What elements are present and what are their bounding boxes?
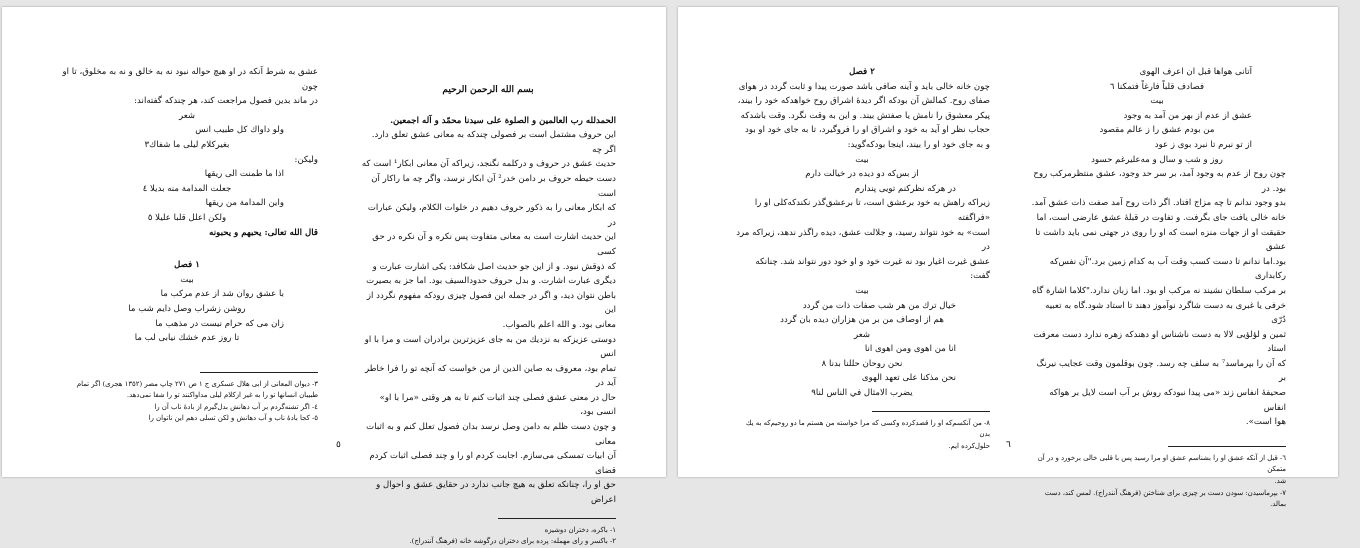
verse-block xyxy=(1028,65,1286,167)
footnote: ١- باکره، دختران دوشیزه xyxy=(544,525,616,534)
text-line: بر مرکب سلطان نشیند نه مرکب او بود. اما زبان ندارد."کلاما اشارة‌ گاه xyxy=(1032,285,1286,296)
text-line: عشق به شرط آنکه در او هیچ حواله نبود نه به خالق و نه به مخلوق، تا او چون xyxy=(62,67,318,92)
footnote: شد. xyxy=(1274,477,1286,486)
chapter-heading: ٢ فصل xyxy=(849,67,875,77)
chapter-heading: ١ فصل xyxy=(174,260,200,271)
footnote: ٥- کجا بادۀ ناب و آب دهانش و لکن تسلی دهم این ناتوان را xyxy=(148,414,318,423)
text-line: دیگری عبارت اشارت. و بدل حروف حدودالسیف بود. اما جز به بصیرت xyxy=(366,276,616,287)
footnote: حلول‌کرده ایم. xyxy=(948,441,990,450)
text-line: و چون دست ظلم به دامن وصل نرسد بدان فصول تعلل کنم و به اثبات معانی xyxy=(366,422,616,447)
footnote: ٧- بپرماسیدن: سودن دست بر چیزی برای شناختن (فرهنگ آنندراج). لمس کند، دست بمالد. xyxy=(1044,488,1286,509)
right-page-right-column xyxy=(1028,65,1286,511)
page-number: ٦ xyxy=(1006,440,1011,450)
text-line: حدیث عشق در حروف و درکلمه نگنجد، زیراکه آن معانی ابکار¹ است که xyxy=(361,159,616,170)
text-line: است» به خود نتواند رسید، و جلالت عشق، دیده راگذر ندهد، زیراکه مرد در xyxy=(736,227,990,253)
verse-line: يضرب الامثال في الناس لنا٩ xyxy=(811,388,913,399)
footnote: ٦- قبل از آنکه عشق او را بشناسم عشق او مرا رسید پس با قلبی خالی برخورد و در آن متمکن xyxy=(1037,453,1286,474)
text-line: بدو وجود ندانم تا چه مزاج افتاد. اگر ذات روح آمد صفت ذات عشق آمد. xyxy=(1031,198,1286,209)
verse-line: از تو نبرم تا نبرد بوی ز عود xyxy=(1154,139,1252,150)
footnote-rule xyxy=(872,411,990,412)
text-line: آن ابیات تمسکی می‌سازم. اجابت کردم او را و چند فصلی اثبات کردم قضای xyxy=(369,451,616,476)
footnote: ٣- دیوان المعانی از ابی هلال عسکری ج ١ ص ٢٧١ چاپ مصر (١٣٥٢ هجری) اگر تمام xyxy=(76,379,318,388)
text-line: صحیفۀ انفاس زند «می پیدا نبودکه روش بر آب است لایل بر هواکه انفاس xyxy=(1049,388,1286,413)
verse-line: روشن زشراب وصل دایم شب ما xyxy=(128,303,246,314)
verse-line: خیال ترك من هر شب صفات ذات من گردد xyxy=(802,300,956,311)
verse-line: آتانی هواها قبل ان اعرف الهوی xyxy=(1139,67,1252,77)
scrollbar-track[interactable] xyxy=(1340,0,1360,477)
verse-block xyxy=(734,153,990,197)
left-page-right-column xyxy=(360,65,616,548)
verse-line: از بس‌که دو دیده در خیالت دارم xyxy=(805,169,919,180)
verse-line: با عشق روان شد از عدم مرکب ما xyxy=(160,289,284,300)
page-6 xyxy=(678,7,1338,509)
text-line: واين المدامة من ريقها xyxy=(205,198,284,209)
text-line: حقیقت او از جهات منزه است که او را روی در جهتی نمی باید داشت تا عشق xyxy=(1035,227,1286,253)
footnote-rule xyxy=(1168,446,1286,447)
verse-line: روز و شب و سال و مه‌علیرغم حسود xyxy=(1091,154,1223,165)
verse-line: نحن روحان حللنا بدنا ٨ xyxy=(821,358,903,369)
text-line: حق او را، چنانکه تعلق به هیچ جانب ندارد در حقایق عشق و احوال و اعراض xyxy=(376,480,616,506)
text-line: پیکر معشوق را نامش یا صفتش بیند. و این به وقت نگرد. وقت باشدکه xyxy=(740,110,990,121)
verse-line: شعر xyxy=(853,329,871,340)
text-line: جعلت المدامة منه بديلا ٤ xyxy=(142,183,232,194)
verse-line: بيت xyxy=(855,285,869,296)
text-line: بود.اما ندانم تا دست کسب وقت آب به کدام زمین برد."آن نفس‌که رکابداری xyxy=(1049,256,1286,282)
text-line: خانه خالی یافت جای بگرفت. و تفاوت در قبلۀ عشق عارضی است، اما xyxy=(1036,212,1286,223)
text-line: قال الله تعالى: يحبهم و يحبونه xyxy=(209,227,318,238)
footnotes xyxy=(360,525,616,548)
verse-line: بيت xyxy=(180,274,194,285)
praise-line: الحمدلله رب العالمين و الصلوة على سيدنا محمّد و آله اجمعين. xyxy=(390,115,616,126)
text-line: که ابکار معانی را به ذکور حروف دهیم در خلوات الکلام، ولیکن عبارات در xyxy=(367,203,616,228)
page-number: ٥ xyxy=(336,440,341,450)
verse-line: زان می که حرام نیست در مذهب ما xyxy=(155,318,284,329)
verse-line: هم از اوصاف من بر من هزاران دیده بان گردد xyxy=(780,315,944,326)
footnote: ٤- اگر تشنه‌گردم بر آب دهانش بدل‌گیرم از بادۀ ناب آن را xyxy=(154,402,318,411)
right-page-left-column xyxy=(734,65,990,452)
verse-line: بيت xyxy=(1150,96,1164,107)
footnote: طبیبان انسانها تو را به غیر ازکلام لیلی مداواکنند تو را شفا نمی‌دهد. xyxy=(126,391,318,400)
footnote-rule xyxy=(200,372,318,373)
text-line: حال در معنی عشق فصلی چند اثبات کنم تا به هر وقتی «مرا با او» انسی بود، xyxy=(379,392,616,418)
text-line: و به جای خود او را بیند، اینجا بودکه‌گوید: xyxy=(847,139,990,150)
bismillah: بسم الله الرحمن الرحيم xyxy=(442,85,534,95)
footnote-rule xyxy=(498,518,616,519)
text-line: ولو داواك كل طبيب انس xyxy=(195,125,284,136)
verse-line: فصادف قلباً فارغاً فتمکنا ٦ xyxy=(1109,81,1205,92)
verse-line: عشق از عدم از بهر من آمد به وجود xyxy=(1123,110,1252,121)
paragraph xyxy=(360,128,616,332)
page-5 xyxy=(2,7,666,546)
text-line: این حروف مشتمل است بر فصولی چندکه به معانی عشق تعلق دارد. اگر چه xyxy=(371,130,616,155)
text-line: چون خانه خالی باید و آینه صافی باشد صورت پیدا و ثابت گردد در هوای xyxy=(738,81,990,92)
text-line: که آن را بپرماسد⁷ به سلف چه رسد. چون بوقلمون وقت عجایب نیرنگ بر xyxy=(1036,358,1286,384)
text-line: صفای روح. کمالش آن بودکه اگر دیدۀ اشراق روح خواهدکه خود را بیند، xyxy=(737,96,990,107)
footnotes xyxy=(56,379,318,425)
text-line: خرفی یا غبری به دست شاگرد نوآموز دهند تا استاد شود.گاه به تعبیه دُرّی xyxy=(1045,300,1286,326)
footnotes xyxy=(734,418,990,453)
lines-block xyxy=(56,65,318,240)
text-line: زیراکه راهش به خود برعشق است، تا برعشق‌گذر نکندکه‌کلی او را «فراگفته xyxy=(754,198,990,223)
text-line: عشق غیرت اغیار بود نه غیرت خود و او خود دور نتواند شد. چنانکه گفت: xyxy=(755,256,990,282)
footnote: ٨- من آنکسم‌که او را قصدکرده وکسی که مرا خواسته من هستم ما دو روحیم‌که به یك بدن xyxy=(745,418,990,439)
text-line: شعر xyxy=(178,110,196,121)
text-line: دست حیطه حروف بر دامن خدر² آن ابکار نرسد، واگر چه ما راکار آن است xyxy=(371,173,616,199)
text-line: معانی بود. و الله اعلم بالصواب. xyxy=(502,319,616,330)
verse-line: در هرکه نظرکنم تویی پندارم xyxy=(854,183,956,194)
verse-line: بيت xyxy=(855,154,869,165)
text-line: چون روح از عدم به وجود آمد، بر سر حد وجود، عشق منتظرمرکب روح بود. در xyxy=(1033,169,1286,194)
text-line: باطن نتوان دید، و اگر در جمله این فصول چیزی رودکه مفهوم نگردد از این xyxy=(366,290,616,316)
footnote: ٢- باکسر و رای مهمله: پرده برای دختران درگوشه خانه (فرهنگ آنندراج). xyxy=(409,537,616,546)
left-page-left-column xyxy=(56,65,318,425)
text-line: تمام بود، معروف به صاین الدین از من خواست که آنچه تو را فرا خاطر آید در xyxy=(364,363,616,389)
text-line: در ماند بدین فصول مراجعت کند، هر چندکه گفته‌اند: xyxy=(134,96,318,107)
text-line: که ذوقش نبود. و از این جو حدیث اصل شکافد: یکی اشارت عبارت و xyxy=(372,261,616,272)
verse-line: تا روز عدم خشك نیابی لب ما xyxy=(134,333,240,344)
text-line: هوا است». xyxy=(1245,417,1286,428)
paragraph xyxy=(734,80,990,153)
text-line: این حدیث اشارت است به معانی متفاوت پس نکره و آن نکره در حق کسی xyxy=(372,232,616,257)
text-line: بغيركلام ليلى ما شفاك٣ xyxy=(144,139,230,150)
page-gap xyxy=(666,0,678,477)
text-line: دوستی عزیزکه به نزدیك من به جای عزیزترین برادران است و مرا با او انس xyxy=(364,334,616,360)
text-line: اذا ما طمنت الى ريقها xyxy=(204,169,284,180)
text-line: ثمین و لؤلؤیی لالا به دست ناشناس او دهندکه زهره ندارد دست معرفت استاد xyxy=(1033,329,1286,355)
text-line: حجاب نظر او آید به خود و اشراق او را فروگیرد، تا به جای خود او بود xyxy=(745,125,990,136)
verse-line: نحن مذكنا على تعهد الهوى xyxy=(861,373,956,384)
chapter-verse xyxy=(56,273,318,346)
verse-line: انا من اهوى ومن اهوى انا xyxy=(864,344,956,355)
text-line: ولیکن: xyxy=(294,154,318,165)
text-line: ولكن اعلل قلبا عليلا ٥ xyxy=(147,212,227,223)
verse-line: من بودم عشق را ز عالم مقصود xyxy=(1099,125,1215,136)
paragraph xyxy=(1028,167,1286,430)
verse-block xyxy=(734,284,990,401)
footnotes xyxy=(1028,453,1286,511)
paragraph xyxy=(360,333,616,508)
paragraph xyxy=(734,196,990,284)
